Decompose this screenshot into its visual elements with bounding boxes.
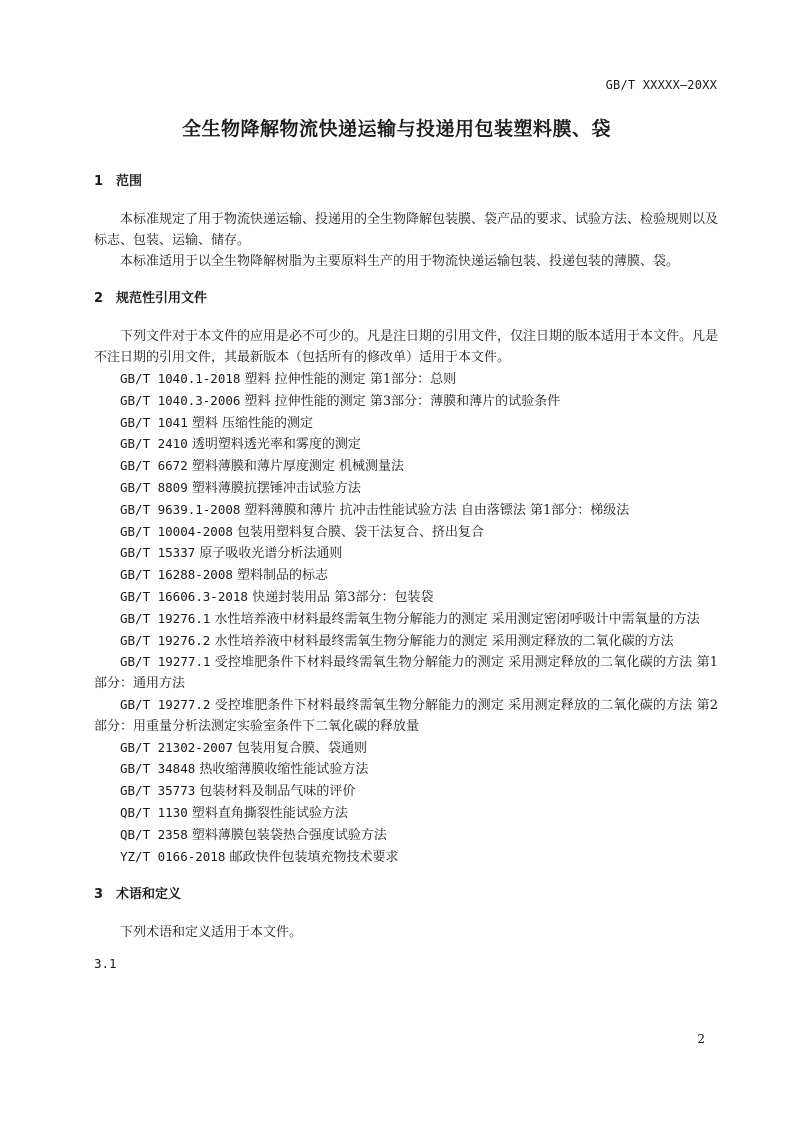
section-number: 3 xyxy=(94,887,104,903)
paragraph: 本标准适用于以全生物降解树脂为主要原料生产的用于物流快递运输包装、投递包装的薄膜、袋。 xyxy=(120,253,680,269)
reference-title: 水性培养液中材料最终需氧生物分解能力的测定 采用测定密闭呼吸计中需氧量的方法 xyxy=(210,611,700,627)
reference-code: GB/T 19276.1 xyxy=(120,610,211,626)
reference-title: 包装用塑料复合膜、袋干法复合、挤出复合 xyxy=(232,524,485,540)
reference-code: YZ/T 0166-2018 xyxy=(120,848,226,864)
reference-code: GB/T 21302-2007 xyxy=(120,739,233,755)
reference-title: 热收缩薄膜收缩性能试验方法 xyxy=(195,762,369,778)
reference-item xyxy=(94,522,718,544)
reference-item xyxy=(94,825,718,847)
reference-title: 受控堆肥条件下材料最终需氧生物分解能力的测定 采用测定释放的二氧化碳的方法 第1部分：通用方法 xyxy=(94,655,719,692)
reference-title: 包装用复合膜、袋通则 xyxy=(232,740,368,756)
reference-title: 塑料直角撕裂性能试验方法 xyxy=(187,805,348,821)
reference-item xyxy=(94,391,718,413)
reference-code: QB/T 1130 xyxy=(120,804,188,820)
reference-code: GB/T 19277.1 xyxy=(120,654,211,670)
reference-item xyxy=(94,803,718,825)
paragraph: 本标准规定了用于物流快递运输、投递用的全生物降解包装膜、袋产品的要求、试验方法、检验规则以及标志、包装、运输、储存。 xyxy=(94,212,719,248)
document-title: 全生物降解物流快递运输与投递用包装塑料膜、袋 xyxy=(181,118,611,140)
reference-item xyxy=(94,500,718,522)
reference-item xyxy=(94,434,718,456)
reference-item xyxy=(94,369,718,391)
section-number: 1 xyxy=(94,174,104,189)
reference-title: 塑料 压缩性能的测定 xyxy=(187,415,313,431)
reference-item xyxy=(94,543,718,565)
reference-title: 透明塑料透光率和雾度的测定 xyxy=(187,437,361,453)
reference-title: 塑料薄膜抗摆锤冲击试验方法 xyxy=(187,480,361,496)
section-title: 术语和定义 xyxy=(116,887,182,903)
reference-list xyxy=(94,369,718,868)
reference-title: 塑料 拉伸性能的测定 第3部分：薄膜和薄片的试验条件 xyxy=(240,393,561,409)
section-heading-references xyxy=(94,289,718,309)
reference-title: 塑料制品的标志 xyxy=(232,568,329,584)
reference-code: GB/T 34848 xyxy=(120,761,196,777)
reference-title: 包装材料及制品气味的评价 xyxy=(195,784,356,800)
reference-code: GB/T 15337 xyxy=(120,545,196,561)
reference-item xyxy=(94,847,718,869)
reference-title: 塑料 拉伸性能的测定 第1部分：总则 xyxy=(240,371,457,387)
reference-code: GB/T 35773 xyxy=(120,783,196,799)
section-number: 2 xyxy=(94,291,104,307)
reference-code: GB/T 1040.1-2018 xyxy=(120,370,241,386)
section-title: 范围 xyxy=(116,174,143,189)
reference-code: GB/T 19276.2 xyxy=(120,632,211,648)
reference-code: QB/T 2358 xyxy=(120,826,188,842)
reference-title: 原子吸收光谱分析法通则 xyxy=(195,546,343,562)
reference-item xyxy=(94,565,718,587)
reference-title: 受控堆肥条件下材料最终需氧生物分解能力的测定 采用测定释放的二氧化碳的方法 第2部分：用重量分析法测定实验室条件下二氧化碳的释放量 xyxy=(94,697,719,734)
reference-title: 塑料薄膜包装袋热合强度试验方法 xyxy=(187,827,387,843)
standard-code: GB/T XXXXX—20XX xyxy=(605,78,717,92)
reference-code: GB/T 10004-2008 xyxy=(120,523,233,539)
reference-code: GB/T 16606.3-2018 xyxy=(120,588,248,604)
reference-title: 快递封装用品 第3部分：包装袋 xyxy=(247,589,434,605)
reference-code: GB/T 6672 xyxy=(120,458,188,474)
reference-title: 塑料薄膜和薄片 抗冲击性能试验方法 自由落镖法 第1部分：梯级法 xyxy=(240,502,630,518)
reference-item xyxy=(94,781,718,803)
page-number: 2 xyxy=(697,1032,705,1046)
reference-item xyxy=(94,652,718,695)
clause-number: 3.1 xyxy=(94,956,117,972)
reference-item xyxy=(94,695,718,738)
reference-item xyxy=(94,738,718,760)
paragraph: 下列术语和定义适用于本文件。 xyxy=(120,925,303,941)
reference-title: 塑料薄膜和薄片厚度测定 机械测量法 xyxy=(187,459,404,475)
reference-title: 邮政快件包装填充物技术要求 xyxy=(225,849,399,865)
reference-code: GB/T 8809 xyxy=(120,479,188,495)
reference-item xyxy=(94,609,718,631)
reference-code: GB/T 1040.3-2006 xyxy=(120,392,241,408)
reference-code: GB/T 9639.1-2008 xyxy=(120,501,241,517)
reference-item xyxy=(94,478,718,500)
reference-item xyxy=(94,631,718,653)
reference-code: GB/T 19277.2 xyxy=(120,696,211,712)
reference-item xyxy=(94,759,718,781)
reference-item xyxy=(94,456,718,478)
reference-item xyxy=(94,587,718,609)
paragraph: 下列文件对于本文件的应用是必不可少的。凡是注日期的引用文件，仅注日期的版本适用于本文件。凡是不注日期的引用文件，其最新版本（包括所有的修改单）适用于本文件。 xyxy=(94,329,719,366)
section-heading-terms xyxy=(94,885,718,905)
reference-code: GB/T 1041 xyxy=(120,414,188,430)
section-heading-scope xyxy=(94,172,718,192)
document-body xyxy=(94,172,718,975)
section-title: 规范性引用文件 xyxy=(116,291,208,307)
reference-code: GB/T 2410 xyxy=(120,436,188,452)
reference-item xyxy=(94,413,718,435)
reference-code: GB/T 16288-2008 xyxy=(120,567,233,583)
reference-title: 水性培养液中材料最终需氧生物分解能力的测定 采用测定释放的二氧化碳的方法 xyxy=(210,633,674,649)
